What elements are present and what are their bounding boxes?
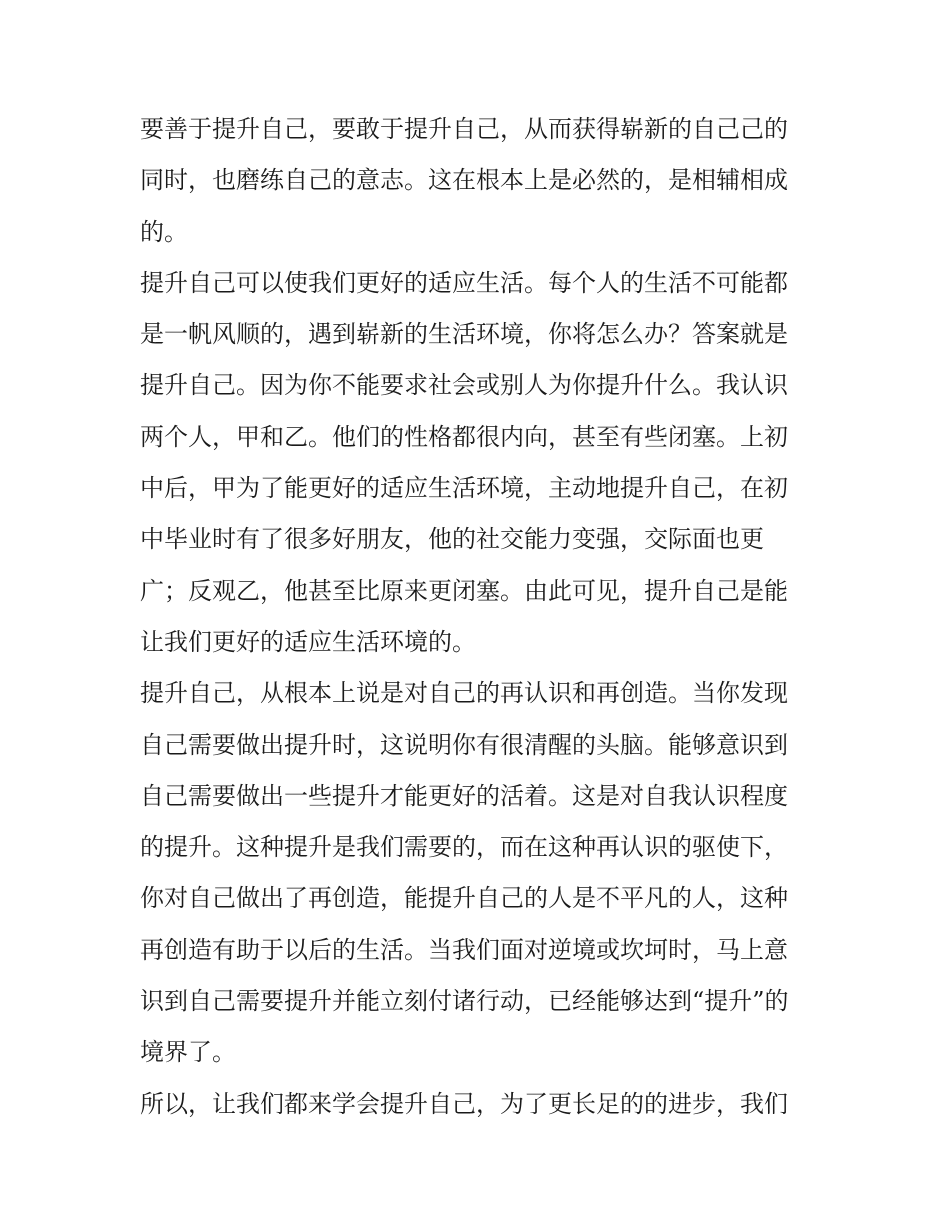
text-line: 广；反观乙，他甚至比原来更闭塞。由此可见，提升自己是能	[140, 576, 788, 605]
essay-body	[140, 104, 820, 1130]
text-line: 所以，让我们都来学会提升自己，为了更长足的的进步，我们	[140, 1089, 788, 1118]
text-line: 你对自己做出了再创造，能提升自己的人是不平凡的人，这种	[140, 884, 788, 913]
text-line: 自己需要做出提升时，这说明你有很清醒的头脑。能够意识到	[140, 730, 788, 759]
text-line: 提升自己。因为你不能要求社会或别人为你提升什么。我认识	[140, 371, 788, 400]
text-line: 的。	[140, 217, 188, 246]
text-line: 两个人，甲和乙。他们的性格都很内向，甚至有些闭塞。上初	[140, 422, 788, 451]
text-line: 让我们更好的适应生活环境的。	[140, 627, 476, 656]
text-line: 要善于提升自己，要敢于提升自己，从而获得崭新的自己己的	[140, 115, 788, 143]
text-line: 自己需要做出一些提升才能更好的活着。这是对自我认识程度	[140, 781, 788, 810]
text-line: 再创造有助于以后的生活。当我们面对逆境或坎坷时，马上意	[140, 935, 788, 964]
text-line: 是一帆风顺的，遇到崭新的生活环境，你将怎么办？答案就是	[140, 320, 788, 349]
text-line: 的提升。这种提升是我们需要的，而在这种再认识的驱使下，	[140, 833, 788, 862]
text-line: 中后，甲为了能更好的适应生活环境，主动地提升自己，在初	[140, 474, 788, 503]
text-line: 境界了。	[140, 1038, 236, 1067]
text-line: 提升自己，从根本上说是对自己的再认识和再创造。当你发现	[140, 679, 788, 708]
text-line: 识到自己需要提升并能立刻付诸行动，已经能够达到“提升”的	[140, 987, 789, 1016]
text-line: 中毕业时有了很多好朋友，他的社交能力变强，交际面也更	[140, 525, 764, 554]
text-line: 提升自己可以使我们更好的适应生活。每个人的生活不可能都	[140, 268, 788, 297]
text-line: 同时，也磨练自己的意志。这在根本上是必然的，是相辅相成	[140, 166, 788, 195]
